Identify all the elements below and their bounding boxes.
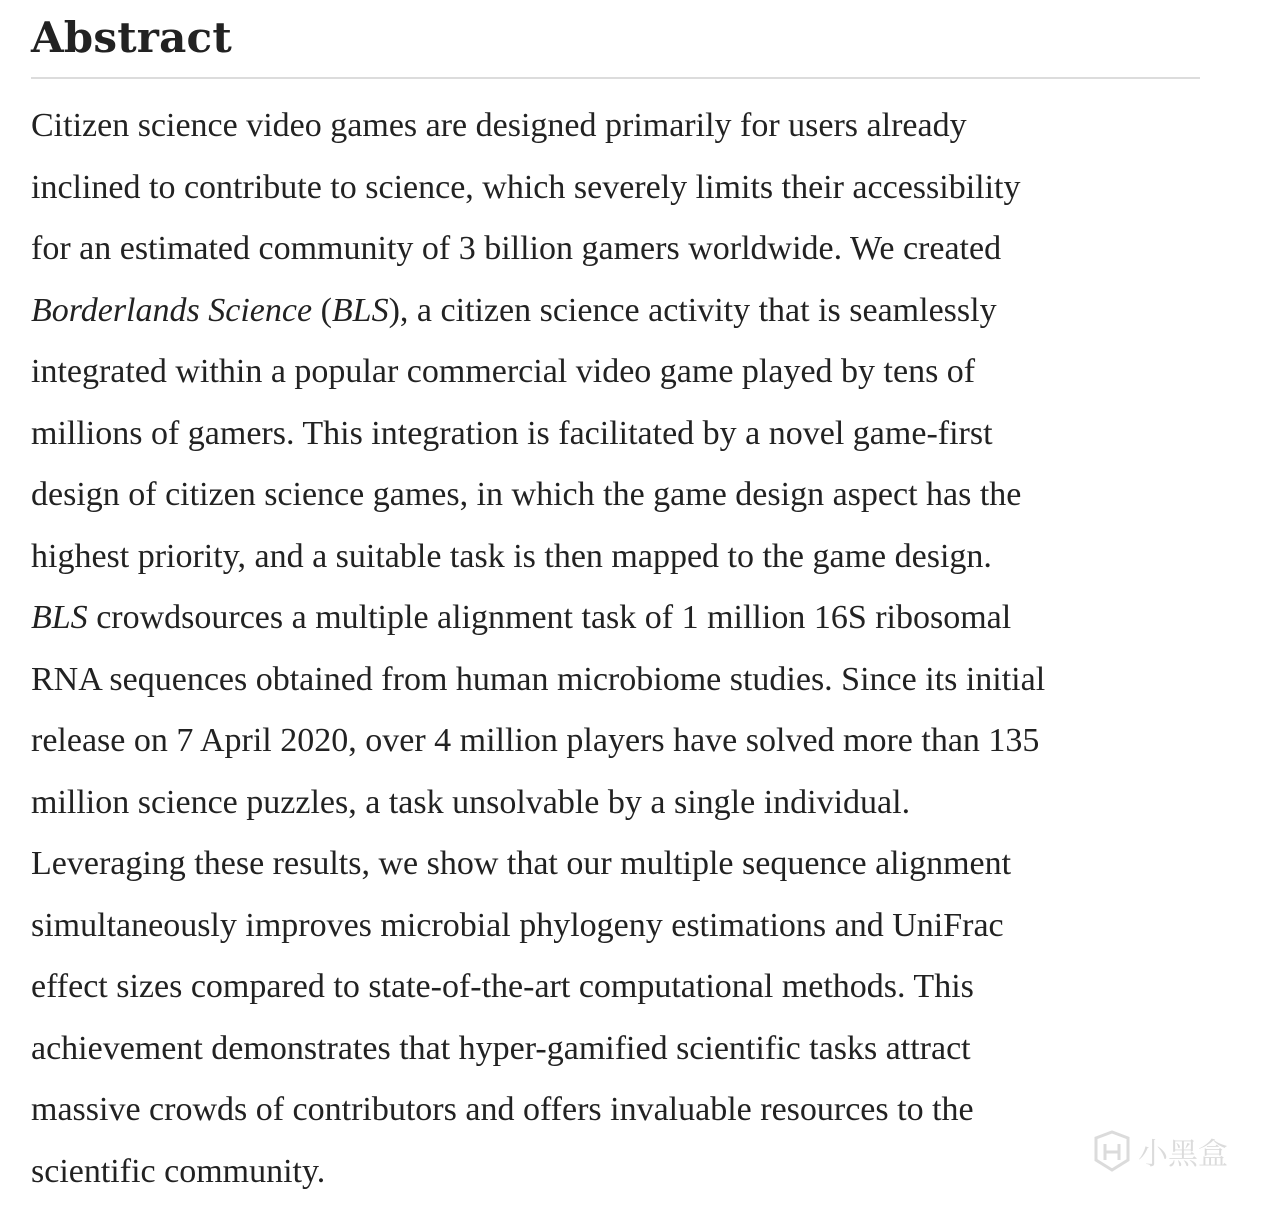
abstract-line: integrated within a popular commercial video game played by tens of xyxy=(31,353,976,390)
abstract-heading: Abstract xyxy=(31,13,232,62)
game-title-italic: Borderlands Science xyxy=(31,291,313,329)
abstract-line: Leveraging these results, we show that our multiple sequence alignment xyxy=(31,845,1012,882)
abstract-line: millions of gamers. This integration is facilitated by a novel game-first xyxy=(31,414,993,452)
abstract-line: scientific community. xyxy=(31,1152,326,1190)
watermark-text: 小黑盒 xyxy=(1138,1137,1228,1172)
abstract-line: RNA sequences obtained from human microbiome studies. Since its initial xyxy=(31,660,1046,698)
abstract-line: achievement demonstrates that hyper-gamified scientific tasks attract xyxy=(31,1029,971,1067)
abstract-line: simultaneously improves microbial phylogeny estimations and UniFrac xyxy=(31,906,1004,944)
heybox-watermark xyxy=(1090,1130,1250,1180)
abstract-line: highest priority, and a suitable task is then mapped to the game design. xyxy=(31,537,992,575)
abstract-line: massive crowds of contributors and offers invaluable resources to the xyxy=(31,1091,974,1128)
heybox-logo-icon xyxy=(1090,1130,1250,1180)
abstract-line: effect sizes compared to state-of-the-art computational methods. This xyxy=(31,968,974,1005)
game-abbrev-italic: BLS xyxy=(31,599,88,636)
abstract-line: inclined to contribute to science, which severely limits their accessibility xyxy=(31,168,1021,206)
abstract-line: release on 7 April 2020, over 4 million players have solved more than 135 xyxy=(31,722,1040,759)
abstract-line: million science puzzles, a task unsolvable by a single individual. xyxy=(31,783,911,821)
abstract-line: Borderlands Science (BLS), a citizen science activity that is seamlessly xyxy=(31,291,997,329)
abstract-line: BLS crowdsources a multiple alignment task of 1 million 16S ribosomal xyxy=(31,599,1012,636)
abstract-line: Citizen science video games are designed primarily for users already xyxy=(31,107,967,144)
abstract-paragraph xyxy=(31,95,1201,1202)
game-abbrev-italic: BLS xyxy=(331,291,389,329)
abstract-line: for an estimated community of 3 billion gamers worldwide. We created xyxy=(31,230,1002,267)
heading-divider xyxy=(31,77,1200,79)
abstract-line: design of citizen science games, in which the game design aspect has the xyxy=(31,476,1022,513)
